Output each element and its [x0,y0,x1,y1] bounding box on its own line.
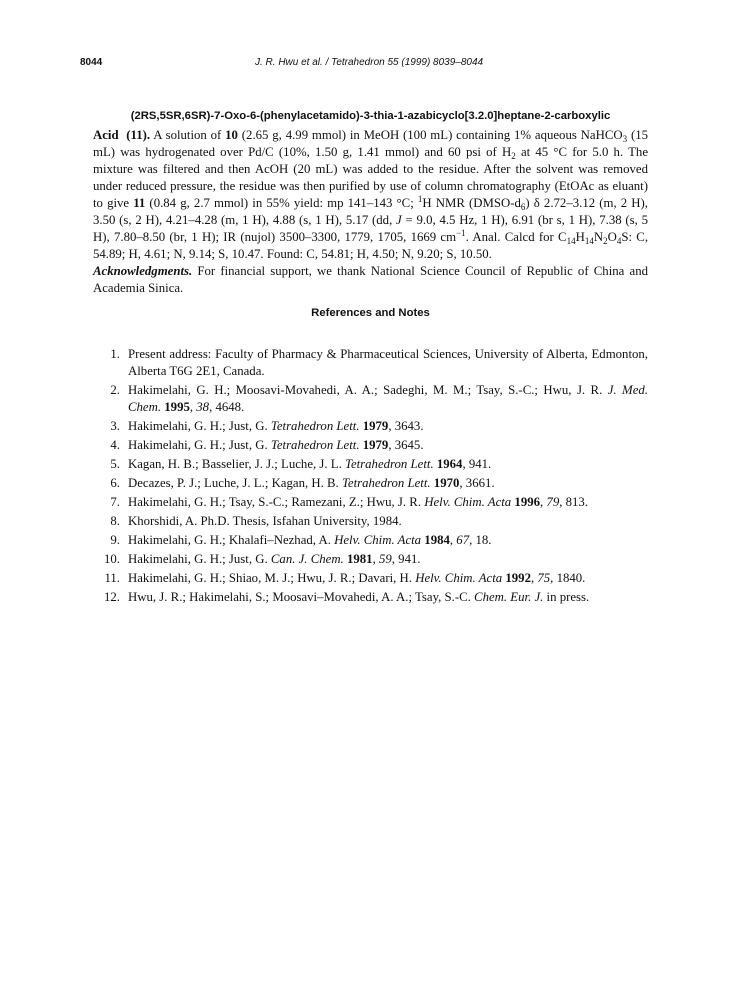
reference-number: 11. [104,571,120,585]
reference-number: 3. [110,419,120,433]
reference-number: 9. [110,533,120,547]
compound-ref-10: 10 [225,128,238,142]
reference-text [128,570,648,587]
reference-pages: , 3645. [388,438,424,452]
reference-volume: 67 [456,533,470,547]
reference-year: 1984 [424,533,450,547]
formula-o: O [607,230,617,244]
reference-pages: , 941. [391,552,421,566]
reference-item [93,494,648,511]
experimental-paragraph [93,127,648,263]
exp-text-4: at 45 °C for 5.0 h. The mixture was filtered and then AcOH (20 mL) was added to the residue. After the solvent was removed under reduced pressure, the residue was then purified by use of column chromatography (EtOAc as eluant) to give [93,145,649,210]
reference-sep: , [449,533,457,547]
reference-authors: Hakimelahi, G. H.; Moosavi-Movahedi, A. A.; Sadeghi, M. M.; Tsay, S.-C.; Hwu, J. R. [128,383,608,397]
reference-journal: Chem. Eur. J. [474,590,544,604]
reference-year: 1979 [362,419,389,433]
reference-year: 1964 [436,457,463,471]
formula-sub-h: 14 [584,236,594,246]
exp-text-1: A solution of [150,128,226,142]
reference-item [93,418,648,435]
reference-pages: , 3661. [459,476,495,490]
reference-authors: Hakimelahi, G. H.; Just, G. [128,419,271,433]
reference-sep: , [372,552,379,566]
formula-sub-o: 4 [616,236,622,246]
reference-journal: Helv. Chim. Acta [415,571,503,585]
ir-superscript: −1 [456,228,466,238]
reference-text [128,532,648,549]
reference-item [93,437,648,454]
exp-text-3: (15 mL) was hydrogenated over Pd/C (10%, 1.50 g, 1.41 mmol) and 60 psi of H [93,128,648,159]
reference-number: 1. [110,347,120,361]
reference-year: 1992 [505,571,531,585]
reference-text [128,513,648,530]
acknowledgments-text: For financial support, we thank National Science Council of Republic of China and Academia Sinica. [93,264,648,295]
reference-sep: , [530,571,538,585]
reference-text [128,494,648,511]
acknowledgments-heading: Acknowledgments. [93,264,193,278]
reference-journal: Tetrahedron Lett. [270,438,360,452]
reference-journal: Can. J. Chem. [270,552,344,566]
dmso-subscript: 6 [520,202,526,212]
reference-number: 5. [110,457,120,471]
formula-n: N [593,230,604,244]
reference-pages: , 18. [469,533,492,547]
reference-text [128,382,648,416]
formula-sub-n: 2 [603,236,608,246]
lead-number: (11). [126,128,151,142]
reference-year: 1979 [362,438,389,452]
reference-status: in press. [543,590,590,604]
nahco3-subscript: 3 [622,134,628,144]
reference-sep: , [189,400,197,414]
exp-text-7: ) δ 2.72–3.12 (m, 2 H), 3.50 (s, 2 H), 4.21–4.28 (m, 1 H), 4.88 (s, 1 H), 5.17 (dd, [93,196,648,227]
acknowledgments [93,263,648,297]
reference-item [93,589,648,606]
reference-authors: Hakimelahi, G. H.; Just, G. [128,552,271,566]
reference-year: 1995 [164,400,190,414]
exp-text-8: = 9.0, 4.5 Hz, 1 H), 6.91 (br s, 1 H), 7.38 (s, 5 H), 7.80–8.50 (br, 1 H); IR (nujol) 3500–3300, 1779, 1705, 1669 cm [93,213,649,244]
reference-volume: 75 [537,571,551,585]
reference-authors: Hakimelahi, G. H.; Shiao, M. J.; Hwu, J. R.; Davari, H. [128,571,416,585]
compound-title: (2RS,5SR,6SR)-7-Oxo-6-(phenylacetamido)-3-thia-1-azabicyclo[3.2.0]heptane-2-carboxylic [130,110,611,122]
page-body [93,108,648,608]
reference-volume: 79 [546,495,560,509]
reference-volume: 59 [378,552,392,566]
reference-authors: Hakimelahi, G. H.; Tsay, S.-C.; Ramezani, Z.; Hwu, J. R. [128,495,425,509]
reference-journal: Helv. Chim. Acta [424,495,512,509]
reference-text [128,346,648,380]
reference-text [128,475,648,492]
coupling-j: J [396,213,402,227]
reference-item [93,570,648,587]
reference-pages: , 941. [462,457,492,471]
reference-journal: Tetrahedron Lett. [270,419,360,433]
reference-number: 7. [110,495,120,509]
reference-year: 1996 [514,495,541,509]
exp-text-5: (0.84 g, 2.7 mmol) in 55% yield: mp 141–143 °C; [145,196,418,210]
nmr-superscript: 1 [417,194,423,204]
reference-volume: 38 [196,400,210,414]
reference-number: 2. [110,383,120,397]
reference-pages: , 1840. [550,571,586,585]
reference-journal: Tetrahedron Lett. [345,457,434,471]
reference-pages: , 813. [559,495,589,509]
references-list [93,346,648,606]
reference-text [128,418,648,435]
reference-item [93,551,648,568]
h2-subscript: 2 [511,151,516,161]
reference-year: 1970 [433,476,460,490]
reference-authors: Hakimelahi, G. H.; Khalafi–Nezhad, A. [128,533,335,547]
reference-journal: J. Med. Chem. [128,383,648,414]
reference-year: 1981 [346,552,373,566]
reference-authors: Present address: Faculty of Pharmacy & Pharmaceutical Sciences, University of Alberta, Edmonton, Alberta T6G 2E1, Canada. [128,347,648,378]
reference-number: 10. [104,552,120,566]
reference-authors: Kagan, H. B.; Basselier, J. J.; Luche, J. L. [128,457,345,471]
reference-item [93,532,648,549]
exp-text-6: H NMR (DMSO-d [422,196,521,210]
exp-text-10: S: C, 54.89; H, 4.61; N, 9.14; S, 10.47. Found: C, 54.81; H, 4.50; N, 9.20; S, 10.50. [93,230,649,261]
exp-text-2: (2.65 g, 4.99 mmol) in MeOH (100 mL) containing 1% aqueous NaHCO [237,128,623,142]
reference-authors: Decazes, P. J.; Luche, J. L.; Kagan, H. B. [128,476,342,490]
reference-pages: , 4648. [209,400,245,414]
page-number: 8044 [80,57,103,68]
reference-text [128,437,648,454]
reference-authors: Hakimelahi, G. H.; Just, G. [128,438,271,452]
reference-sep: , [540,495,547,509]
compound-ref-11: 11 [133,196,146,210]
reference-text [128,456,648,473]
reference-item [93,513,648,530]
reference-item [93,346,648,380]
references-heading: References and Notes [311,307,430,319]
reference-authors: Hwu, J. R.; Hakimelahi, S.; Moosavi–Movahedi, A. A.; Tsay, S.-C. [128,590,475,604]
running-head: J. R. Hwu et al. / Tetrahedron 55 (1999) 8039–8044 [255,57,484,68]
reference-pages: , 3643. [388,419,424,433]
exp-text-9: . Anal. Calcd for C [465,230,567,244]
reference-number: 4. [110,438,120,452]
reference-number: 12. [104,590,120,604]
reference-number: 8. [110,514,120,528]
reference-journal: Helv. Chim. Acta [334,533,422,547]
reference-authors: Khorshidi, A. Ph.D. Thesis, Isfahan University, 1984. [128,514,402,528]
reference-item [93,456,648,473]
formula-h: H [575,230,585,244]
reference-text [128,589,648,606]
reference-text [128,551,648,568]
reference-number: 6. [110,476,120,490]
formula-sub-c: 14 [566,236,576,246]
reference-item [93,475,648,492]
lead-word: Acid [93,128,119,142]
reference-item [93,382,648,416]
reference-journal: Tetrahedron Lett. [341,476,431,490]
